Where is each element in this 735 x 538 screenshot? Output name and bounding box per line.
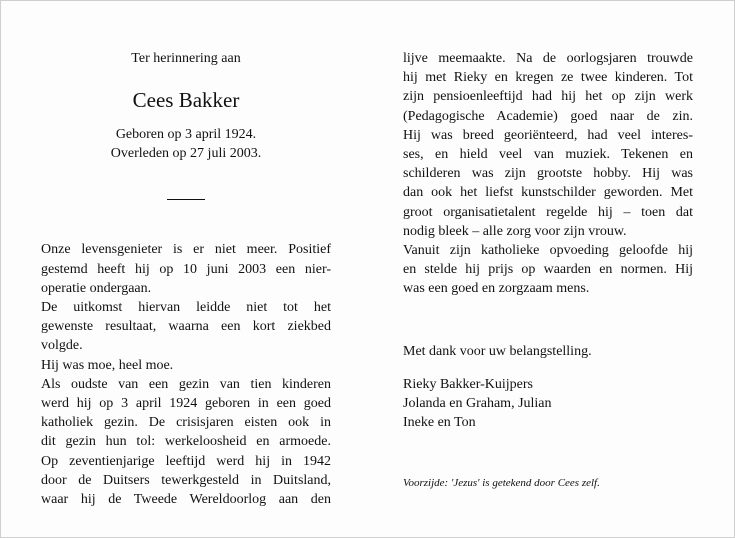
text-line: schilderen was zijn grootste hobby. Hij was xyxy=(403,166,693,182)
text-line: gestemd heeft hij op 10 juni 2003 een nier- xyxy=(41,261,331,277)
text-line: lijve meemaakte. Na de oorlogsjaren trouwde xyxy=(403,51,693,66)
text-line: operatie ondergaan. xyxy=(41,280,152,296)
right-column xyxy=(403,49,693,432)
birth-date: Geboren op 3 april 1924. xyxy=(115,127,257,142)
left-column xyxy=(41,49,331,509)
divider xyxy=(167,199,205,200)
signature-line: Jolanda en Graham, Julian xyxy=(403,396,552,412)
signature-line: Rieky Bakker-Kuijpers xyxy=(403,376,533,392)
text-line: ses, en hield veel van muziek. Tekenen en xyxy=(403,147,693,163)
text-line: dan ook het liefst kunstschilder geworden. Met xyxy=(403,185,693,201)
text-line: Op zeventienjarige leeftijd werd hij in 1942 xyxy=(41,453,331,469)
text-line: volgde. xyxy=(41,338,83,354)
text-line: en stelde hij prijs op waarden en normen. Hij xyxy=(403,262,693,278)
text-line: waar hij de Tweede Wereldoorlog aan den xyxy=(41,492,331,508)
text-line: Hij was moe, heel moe. xyxy=(41,357,174,373)
text-line: groot organisatietalent regelde hij – toen dat xyxy=(403,204,693,220)
text-line: Vanuit zijn katholieke opvoeding geloofde hij xyxy=(403,243,693,259)
text-line: dit gezin hun tol: werkeloosheid en armoede. xyxy=(41,434,331,450)
deceased-name: Cees Bakker xyxy=(132,88,240,112)
signature-line: Ineke en Ton xyxy=(403,415,476,431)
intro-text: Ter herinnering aan xyxy=(131,51,241,66)
text-line: hij met Rieky en kregen ze twee kinderen. Tot xyxy=(403,70,693,86)
text-line: De uitkomst hiervan leidde niet tot het xyxy=(41,300,331,316)
front-side-note: Voorzijde: 'Jezus' is getekend door Cees zelf. xyxy=(403,477,600,489)
text-line: Als oudste van een gezin van tien kinderen xyxy=(41,376,331,392)
text-line: door de Duitsers tewerkgesteld in Duitsland, xyxy=(41,472,331,488)
left-body-text xyxy=(41,240,331,509)
text-line: werd hij op 3 april 1924 geboren in een goed xyxy=(41,396,331,412)
text-line: zijn pensioenleeftijd had hij het op zijn werk xyxy=(403,89,693,105)
text-line: nodig bleek – alle zorg voor zijn vrouw. xyxy=(403,223,627,239)
thanks-text: Met dank voor uw belangstelling. xyxy=(403,343,592,359)
text-line: was een goed en zorgzaam mens. xyxy=(403,281,590,297)
text-line: Hij was breed georiënteerd, had veel interes- xyxy=(403,127,693,143)
text-line: Onze levensgenieter is er niet meer. Positief xyxy=(41,242,331,258)
text-line: (Pedagogische Academie) goed naar de zin. xyxy=(403,108,693,124)
right-body-text xyxy=(403,49,693,299)
death-date: Overleden op 27 juli 2003. xyxy=(110,146,262,162)
signatures xyxy=(403,375,693,433)
text-line: katholiek gezin. De crisisjaren eisten ook in xyxy=(41,415,331,431)
text-line: gewenste resultaat, waarna een kort ziekbed xyxy=(41,319,331,335)
